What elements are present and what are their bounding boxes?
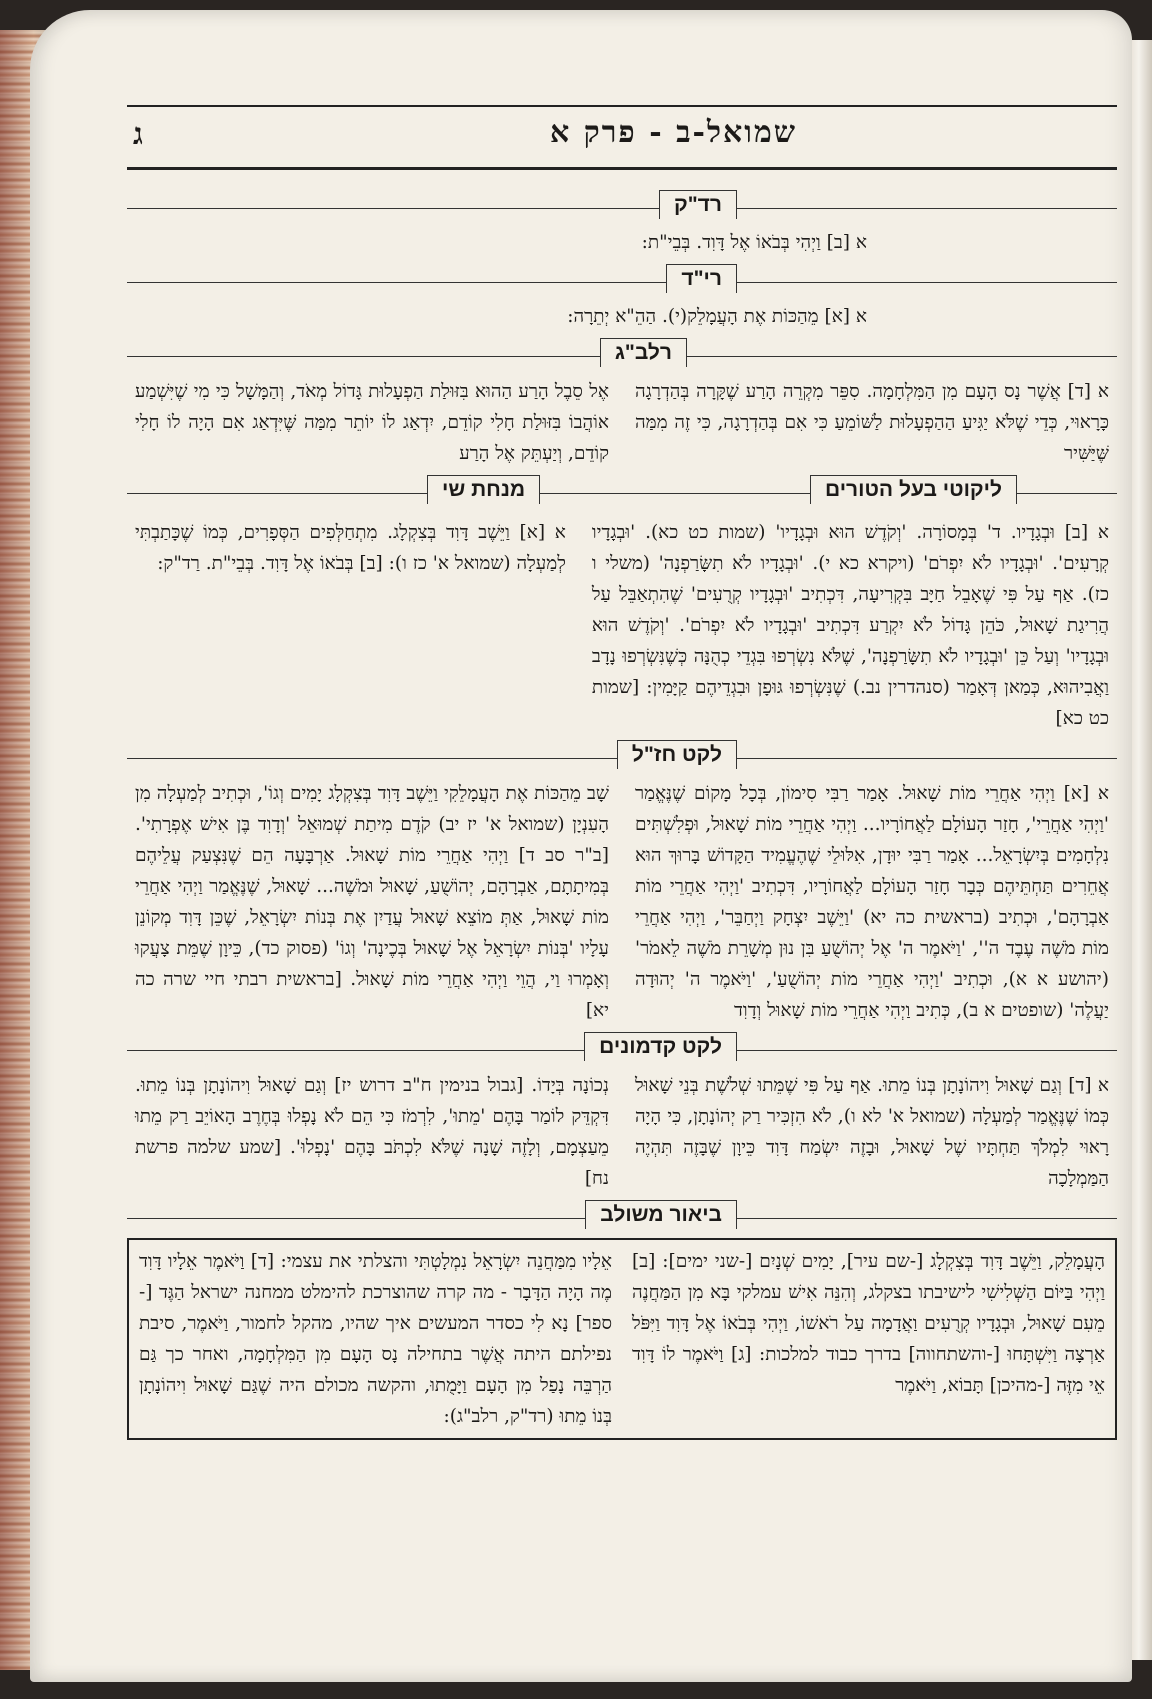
section-label-leket-chazal: לקט חז"ל — [617, 740, 737, 769]
book-page — [30, 10, 1132, 1682]
leket-chazal-left-column: שָׁב מֵהַכּוֹת אֶת הָעֲמָלֵקִי וַיֵּשֶׁב דָּוִד בְּצִקְלָג יָמִים וְגוֹ', וּכְתִיב לְמַעְלָה מִן הָעִנְיָן (שמואל א' יז יב) קֹדֶם מִיתַת שְׁמוּאֵל 'וְדָוִד בֶּן אִישׁ אֶפְרָתִי'. [ב"ר סב ד] וַיְהִי אַחֲרֵי מוֹת שָׁאוּל. אַרְבָּעָה הֵם שֶׁנִּצְעַק עֲלֵיהֶם בְּמִיתָתָם, אַבְרָהָם, יְהוֹשֻׁעַ, שָׁאוּל וּמֹשֶׁה... שָׁאוּל, שֶׁנֶּאֱמַר וַיְהִי אַחֲרֵי מוֹת שָׁאוּל, אַתְּ מוֹצֵא שָׁאוּל עֲדַיִן אֶת בְּנוֹת יִשְׂרָאֵל, שֶׁכֵּן דָּוִד מְקוֹנֵן עָלָיו 'בְּנוֹת יִשְׂרָאֵל אֶל שָׁאוּל בְּכֶינָה' וְגוֹ' (פסוק כד), כֵּיוָן שֶׁמֵּת צָעֲקוּ וְאָמְרוּ וַי, הֲוֵי וַיְהִי אַחֲרֵי מוֹת שָׁאוּל. [בראשית רבתי חיי שרה כה יא] — [135, 783, 609, 1021]
haturim-minchat-columns — [135, 517, 1109, 734]
section-label-ralbag: רלב"ג — [600, 338, 687, 367]
ralbag-left-column: אֶל סֵבֶל הָרַע הַהוּא בִּזּוּלַת הַפְעָלוּת גָּדוֹל מְאֹד, וְהַמָּשָׁל כִּי מִי שֶׁיִּשְׁמַע אוֹהֲבוֹ בִּזּוּלַת חָלִי קוֹדֵם, יִדְאַג לוֹ יוֹתֵר מִמַּה שֶּׁיִּדְאַג אִם הָיָה לוֹ חָלִי קוֹדֵם, וְיַעְתֵּק אֶל הָרַע — [135, 381, 609, 464]
leket-chazal-right-column: א [א] וַיְהִי אַחֲרֵי מוֹת שָׁאוּל. אָמַר רַבִּי סִימוֹן, בְּכָל מָקוֹם שֶׁנֶּאֱמַר 'וַיְהִי אַחֲרֵי', חָזַר הָעוֹלָם לַאֲחוֹרָיו... וַיְהִי אַחֲרֵי מוֹת שָׁאוּל, וּפְלִשְׁתִּים נִלְחָמִים בְּיִשְׂרָאֵל... אָמַר רַבִּי יוּדָן, אִלּוּלֵי שֶׁהֶעֱמִיד הַקָּדוֹשׁ בָּרוּךְ הוּא אֲחֵרִים תַּחְתֵּיהֶם כְּבָר חָזַר הָעוֹלָם לַאֲחוֹרָיו, דִּכְתִיב 'וַיְהִי אַחֲרֵי מוֹת אַבְרָהָם', וּכְתִיב (בראשית כה יא) 'וַיֵּשֶׁב יִצְחָק וַיְחַבֵּר', וַיְהִי אַחֲרֵי מוֹת מֹשֶׁה עֶבֶד ה'', 'וַיֹּאמֶר ה' אֶל יְהוֹשֻׁעַ בִּן נוּן מְשָׁרֵת מֹשֶׁה לֵאמֹר' (יהושע א א), וּכְתִיב 'וַיְהִי אַחֲרֵי מוֹת יְהוֹשֻׁעַ', 'וַיֹּאמֶר ה' יְהוּדָה יַעֲלֶה' (שופטים א ב), כְּתִיב וַיְהִי אַחֲרֵי מוֹת שָׁאוּל וְדָוִד — [635, 783, 1109, 1021]
ralbag-columns — [135, 376, 1109, 469]
section-header-baal-haturim — [127, 473, 1117, 511]
radak-text: א [ב] וַיְהִי בְּבֹאוֹ אֶל דָּוִד. בְּבֵי"ת: — [641, 232, 867, 253]
section-header-biur — [127, 1198, 1117, 1232]
section-label-radak: רד"ק — [659, 190, 737, 219]
biur-left-column: אֵלָיו מִמַּחֲנֵה יִשְׂרָאֵל נִמְלָטְתִּי והצלתי את עצמי: [ד] וַיֹּאמֶר אֵלָיו דָּוִד מֶה הָיָה הַדָּבָר - מה קרה שהוצרכת להימלט ממחנה ישראל הַגֶּד [-ספר] נָא לִי כסדר המעשים איך שהיו, מהקל לחמור, וַיֹּאמֶר, סיבת נפילתם היתה אֲשֶׁר בתחילה נָס הָעָם מִן הַמִּלְחָמָה, ואחר כך גַּם הַרְבֵּה נָפַל מִן הָעָם וַיָּמֻתוּ, והקשה מכולם היה שֶׁגַּם שָׁאוּל וִיהוֹנָתָן בְּנוֹ מֵתוּ (רד"ק, רלב"ג): — [139, 1251, 612, 1427]
section-rule — [127, 282, 1117, 283]
rid-text: א [א] מֵהַכּוֹת אֶת הָעֲמָלֵק(י). הַהֵ"א יְתֵרָה: — [567, 306, 867, 327]
leket-kadmonim-right-column: א [ד] וְגַם שָׁאוּל וִיהוֹנָתָן בְּנוֹ מֵתוּ. אַף עַל פִּי שֶׁמֵּתוּ שְׁלֹשֶׁת בְּנֵי שָׁאוּל כְּמוֹ שֶׁנֶּאֱמַר לְמַעְלָה (שמואל א' לא ו), לֹא הִזְכִּיר רַק יְהוֹנָתָן, כִּי הָיָה רָאוּי לִמְלֹךְ תַּחְתָּיו שֶׁל שָׁאוּל, וּבָזֶה יִשְׂמַח דָּוִד כֵּיוָן שֶׁבָּזֶה תִּהְיֶה הַמַּמְלָכָה — [635, 1075, 1109, 1189]
running-header — [127, 105, 1117, 170]
page-number: ג — [133, 117, 143, 152]
section-header-rid — [127, 262, 1117, 296]
section-label-rid: רי"ד — [666, 264, 737, 293]
section-header-leket-kadmonim — [127, 1030, 1117, 1064]
leket-kadmonim-left-column: נְכוֹנָה בְּיָדוֹ. [גבול בנימין ח"ב דרוש יז] וְגַם שָׁאוּל וִיהוֹנָתָן בְּנוֹ מֵתוּ. דִּקְדֵּק לוֹמַר בָּהֶם 'מֵתוּ', לִרְמֹז כִּי הֵם לֹא נָפְלוּ בְּחֶרֶב הָאוֹיֵב רַק מֵתוּ מֵעַצְמָם, וְלָזֶה שָׁנָה שֶׁלֹּא לִכְתֹּב בָּהֶם 'נָפְלוּ'. [שמע שלמה פרשת נח] — [135, 1075, 609, 1189]
section-rule — [127, 208, 1117, 209]
section-label-minchat-shai: מנחת שי — [427, 475, 540, 504]
leket-chazal-columns — [135, 778, 1109, 1026]
leket-kadmonim-columns — [135, 1070, 1109, 1194]
biur-right-column: הָעֲמָלֵק, וַיֵּשֶׁב דָּוִד בְּצִקְלָג [-שם עיר], יָמִים שְׁנָיִם [-שני ימים]: [ב] וַיְהִי בַּיּוֹם הַשְּׁלִישִׁי לישיבתו בצקלג, וְהִנֵּה אִישׁ עמלקי בָּא מִן הַמַּחֲנֶה מֵעִם שָׁאוּל, וּבְגָדָיו קְרֻעִים וַאֲדָמָה עַל רֹאשׁוֹ, וַיְהִי בְּבֹאוֹ אֶל דָּוִד וַיִּפֹּל אַרְצָה וַיִּשְׁתָּחוּ [-והשתחווה] בדרך כבוד למלכות: [ג] וַיֹּאמֶר לוֹ דָּוִד אֵי מִזֶּה [-מהיכן] תָּבוֹא, וַיֹּאמֶר — [632, 1251, 1105, 1396]
section-header-ralbag — [127, 336, 1117, 370]
page-title: שמואל-ב - פרק א — [549, 115, 797, 150]
ralbag-right-column: א [ד] אֲשֶׁר נָס הָעָם מִן הַמִּלְחָמָה. סִפֵּר מִקְרֵה הָרַע שֶׁקָּרָה בְּהַדְרָגָה כָּרָאוּי, כְּדֵי שֶׁלֹּא יַגִּיעַ הַהַפְעָלוּת לַשּׁוֹמֵעַ כִּי אִם בְּהַדְרָגָה, כִּי זֶה מִמַּה שֶּׁיַּשִּׁיר — [635, 381, 1109, 464]
minchat-shai-text: א [א] וַיֵּשֶׁב דָּוִד בְּצִקְלָג. מִתְחַלְּפִים הַסְּפָרִים, כְּמוֹ שֶׁכָּתַבְתִּי לְמַעְלָה (שמואל א' כז ו): [ב] בְּבֹאוֹ אֶל דָּוִד. בְּבֵי"ת. רַד"ק: — [135, 522, 566, 574]
book-right-edge — [1130, 40, 1152, 1660]
biur-box — [127, 1238, 1117, 1440]
section-header-radak — [127, 188, 1117, 222]
section-header-leket-chazal — [127, 738, 1117, 772]
section-label-leket-kadmonim: לקט קדמונים — [584, 1032, 737, 1061]
section-label-biur: ביאור משולב — [585, 1200, 737, 1229]
page-content — [127, 105, 1117, 1440]
section-label-baal-haturim: ליקוטי בעל הטורים — [810, 475, 1017, 504]
baal-haturim-text: א [ב] וּבְגָדָיו. ד' בְּמָסוֹרָה. 'וְקֹדֶשׁ הוּא וּבְגָדָיו' (שמות כט כא). 'וּבְגָדָיו קְרָעִים'. 'וּבְגָדָיו לֹא יִפְרֹם' (ויקרא כא י). 'וּבְגָדָיו לֹא תִשָּׂרַפְנָה' (משלי ו כז). אַף עַל פִּי שֶׁאָבֵל חַיָּב בִּקְרִיעָה, דִּכְתִיב 'וּבְגָדָיו קְרֻעִים' שֶׁהִתְאַבֵּל עַל הֲרִיגַת שָׁאוּל, כֹּהֵן גָּדוֹל לֹא יִקְרַע דִּכְתִיב 'וּבְגָדָיו לֹא יִפְרֹם'. 'וְקֹדֶשׁ הוּא וּבְגָדָיו' וְעַל כֵּן 'וּבְגָדָיו לֹא תִשָּׂרַפְנָה', שֶׁלֹּא נִשְׂרְפוּ בִּגְדֵי כְהֻנָּה כְּשֶׁנִּשְׂרְפוּ נָדָב וַאֲבִיהוּא, כְּמַאן דְּאָמַר (סנהדרין נב.) שֶׁנִּשְׂרְפוּ גּוּפָן וּבִגְדֵיהֶם קַיָּמִין: [שמות כט כא] — [591, 522, 1109, 729]
